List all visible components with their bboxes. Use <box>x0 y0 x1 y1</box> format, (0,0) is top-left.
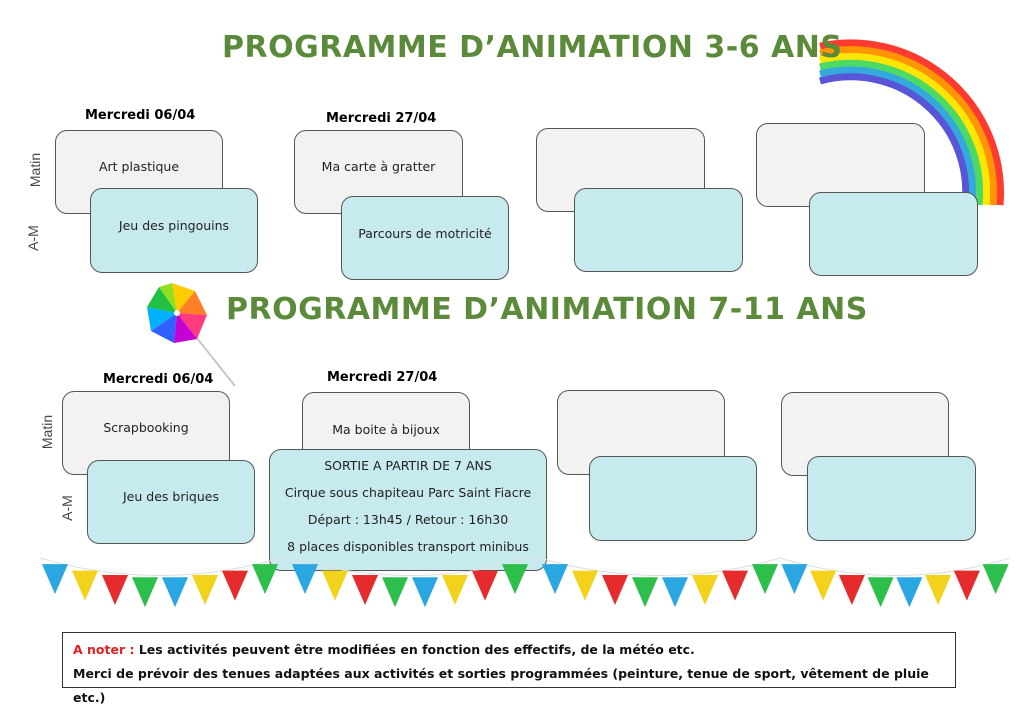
side-label-am: A-M <box>58 495 75 521</box>
bunting-flag <box>954 571 980 601</box>
day-header: Mercredi 27/04 <box>326 111 437 126</box>
day-header: Mercredi 06/04 <box>85 108 196 123</box>
outing-title: SORTIE A PARTIR DE 7 ANS <box>324 458 492 473</box>
bunting-flag <box>322 571 348 601</box>
side-label-matin: Matin <box>39 414 56 450</box>
outing-times: Départ : 13h45 / Retour : 16h30 <box>307 512 509 527</box>
activity-box-empty <box>809 192 978 276</box>
bunting-flag <box>442 575 468 605</box>
bunting-flag <box>662 577 688 607</box>
bunting-flag <box>692 575 718 605</box>
bunting-flag <box>868 577 894 607</box>
bunting-flag <box>925 575 951 605</box>
bunting-flag <box>632 577 658 607</box>
activity-label: Parcours de motricité <box>358 226 492 241</box>
side-label-matin: Matin <box>27 152 44 188</box>
bunting-flag <box>502 564 528 594</box>
activity-box-empty <box>574 188 743 272</box>
note-line-1 <box>73 638 945 662</box>
title-7-11: PROGRAMME D’ANIMATION 7-11 ANS <box>226 292 868 327</box>
bunting-flag <box>542 564 568 594</box>
bunting-flag <box>162 577 188 607</box>
bunting-flag <box>781 564 807 594</box>
activity-label: Art plastique <box>98 159 180 174</box>
activity-box-empty <box>807 456 976 541</box>
bunting-flag <box>102 575 128 605</box>
bunting-flag <box>752 564 778 594</box>
activity-label: Jeu des pingouins <box>118 218 230 233</box>
title-3-6: PROGRAMME D’ANIMATION 3-6 ANS <box>222 30 843 65</box>
outing-transport: 8 places disponibles transport minibus <box>287 539 529 554</box>
bunting-flag <box>72 571 98 601</box>
bunting-flag <box>983 564 1009 594</box>
bunting-flag <box>292 564 318 594</box>
activity-label: Scrapbooking <box>103 420 189 435</box>
bunting-flag <box>722 571 748 601</box>
side-label-am: A-M <box>24 225 41 251</box>
bunting-flag <box>252 564 278 594</box>
activity-box <box>90 188 258 273</box>
bunting-flag <box>192 575 218 605</box>
bunting-flag <box>412 577 438 607</box>
note-text: Les activités peuvent être modifiées en fonction des effectifs, de la météo etc. <box>134 642 695 657</box>
bunting-flag <box>472 571 498 601</box>
activity-box <box>87 460 255 544</box>
activity-box <box>341 196 509 280</box>
bunting-flag <box>602 575 628 605</box>
bunting-flag <box>810 571 836 601</box>
day-header: Mercredi 06/04 <box>103 372 214 387</box>
note-line-2: Merci de prévoir des tenues adaptées aux activités et sorties programmées (peinture, tenue de sport, vêtement de pluie etc.) <box>73 666 929 705</box>
activity-box-empty <box>589 456 757 541</box>
bunting-flag <box>839 575 865 605</box>
bunting-flag <box>352 575 378 605</box>
note-box <box>62 632 956 705</box>
activity-label: Ma boite à bijoux <box>332 422 440 437</box>
activity-label: Jeu des briques <box>123 489 219 504</box>
bunting-flag <box>222 571 248 601</box>
bunting-flags-decoration <box>40 548 1010 628</box>
day-header: Mercredi 27/04 <box>327 370 438 385</box>
note-label: A noter : <box>73 642 135 657</box>
bunting-flag <box>42 564 68 594</box>
outing-place: Cirque sous chapiteau Parc Saint Fiacre <box>284 485 532 500</box>
activity-label: Ma carte à gratter <box>321 159 436 174</box>
bunting-flag <box>382 577 408 607</box>
bunting-flag <box>896 577 922 607</box>
bunting-flag <box>132 577 158 607</box>
bunting-flag <box>572 571 598 601</box>
